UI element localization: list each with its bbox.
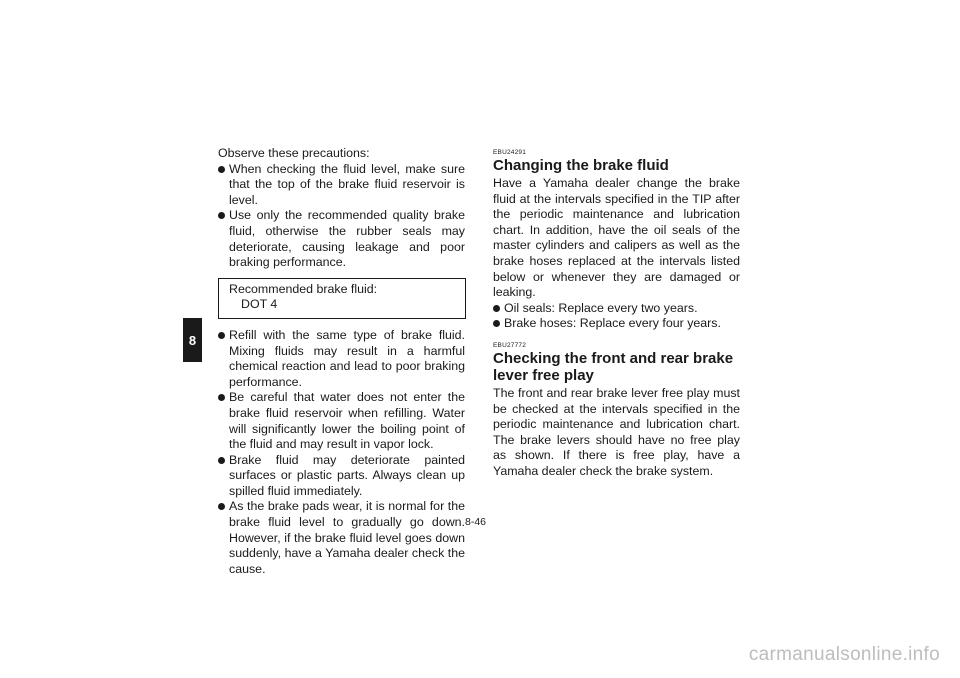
list-item: Use only the recommended quality brake fluid, otherwise the rubber seals may deteriorate, causing leakage and poor braking performance. <box>218 208 465 270</box>
bullet-icon <box>493 305 500 312</box>
recommended-fluid-box <box>218 278 466 319</box>
left-column <box>218 146 465 577</box>
list-item: When checking the fluid level, make sure that the top of the brake fluid reservoir is level. <box>218 162 465 209</box>
precautions-intro: Observe these precautions: <box>218 146 370 160</box>
section-title: Checking the front and rear brake lever free play <box>493 349 734 384</box>
spec-label: Recommended brake fluid: <box>229 281 378 296</box>
watermark: carmanualsonline.info <box>748 644 940 665</box>
section-code: EBU24291 <box>493 149 527 156</box>
bullet-icon <box>218 166 225 173</box>
section-code: EBU27772 <box>493 341 527 349</box>
list-item: As the brake pads wear, it is normal for the brake fluid level to gradually go down. However, if the brake fluid level goes down suddenly, have a Yamaha dealer check the cause. <box>218 499 465 577</box>
list-item: Be careful that water does not enter the brake fluid reservoir when refilling. Water will significantly lower the boiling point of the fluid and may result in vapor lock. <box>218 390 465 452</box>
bullet-icon <box>493 320 500 327</box>
list-item: Oil seals: Replace every two years. <box>493 301 740 317</box>
bullet-icon <box>218 457 225 464</box>
bullet-icon <box>218 212 225 219</box>
page-number: 8-46 <box>465 516 487 528</box>
bullet-icon <box>218 503 225 510</box>
list-item: Brake fluid may deteriorate painted surfaces or plastic parts. Always clean up spilled fluid immediately. <box>218 453 465 500</box>
chapter-tab: 8 <box>183 318 202 362</box>
right-column <box>493 146 740 480</box>
section-body: Have a Yamaha dealer change the brake fluid at the intervals specified in the TIP after the periodic maintenance and lubrication chart. In addition, have the oil seals of the master cylinders and calipers as well as the brake hoses replaced at the intervals listed below or whenever they are damaged or leaking. <box>493 176 740 300</box>
section-title: Changing the brake fluid <box>493 157 669 174</box>
bullet-icon <box>218 332 225 339</box>
bullet-icon <box>218 394 225 401</box>
list-item: Refill with the same type of brake fluid. Mixing fluids may result in a harmful chemical reaction and lead to poor braking performance. <box>218 328 465 390</box>
section-body: The front and rear brake lever free play must be checked at the intervals specified in the periodic maintenance and lubrication chart. The brake levers should have no free play as shown. If there is free play, have a Yamaha dealer check the brake system. <box>493 385 740 478</box>
list-item: Brake hoses: Replace every four years. <box>493 316 740 332</box>
spec-value: DOT 4 <box>241 297 278 312</box>
